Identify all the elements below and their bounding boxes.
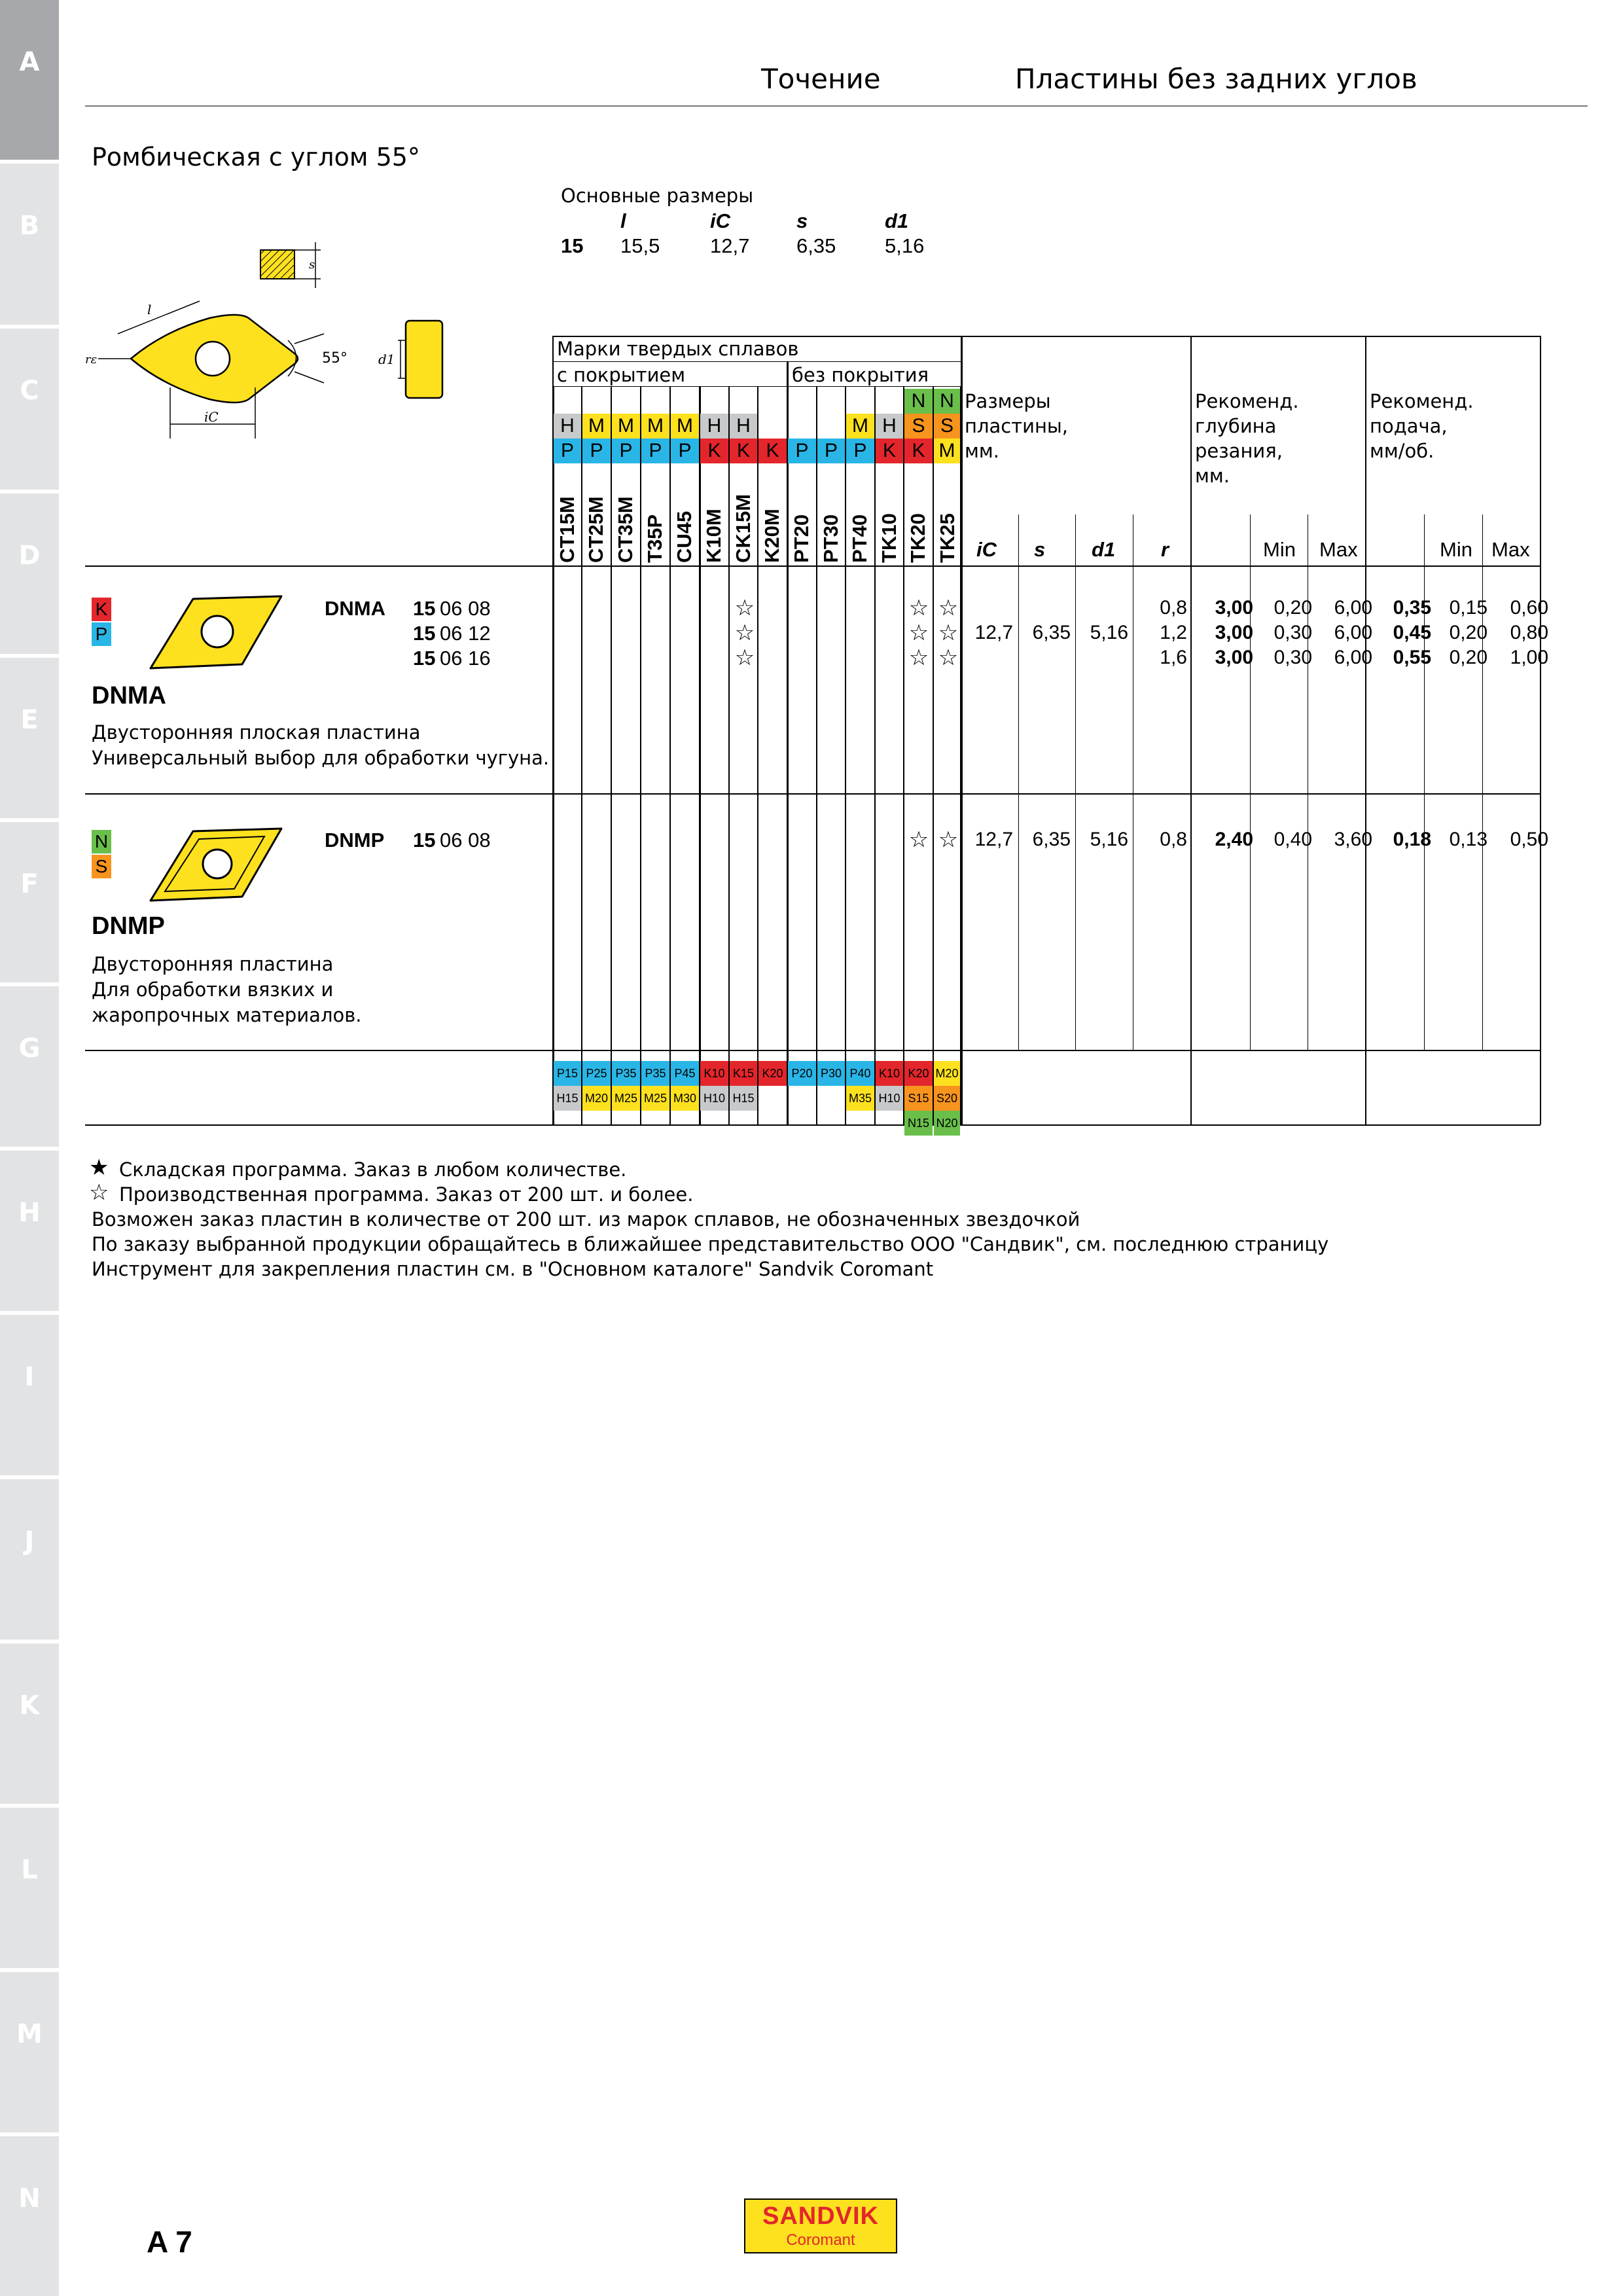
basic-dims-l-val: 15,5 bbox=[620, 234, 660, 257]
grades-title: Марки твердых сплавов bbox=[557, 338, 799, 360]
code-cell-p: P bbox=[671, 439, 699, 463]
basic-dims-title: Основные размеры bbox=[561, 185, 754, 207]
size-code: 15 bbox=[413, 829, 436, 852]
star-icon: ☆ bbox=[938, 827, 959, 853]
star-icon: ☆ bbox=[734, 595, 755, 621]
depth-min-header: Min bbox=[1263, 538, 1296, 561]
feed-title-line: подача, bbox=[1370, 415, 1448, 437]
code-cell-k: K bbox=[876, 439, 903, 463]
grade-chip: N15 bbox=[904, 1111, 933, 1136]
depth-max: 6,00 bbox=[1334, 622, 1372, 643]
side-tab-b[interactable] bbox=[0, 164, 59, 325]
code-cell-s: S bbox=[934, 414, 960, 439]
header-rule bbox=[85, 105, 1588, 107]
feed-value: 0,18 bbox=[1393, 829, 1431, 850]
dim-angle-label: 55° bbox=[322, 350, 347, 367]
depth-max-header: Max bbox=[1319, 538, 1358, 561]
table-border-right bbox=[1540, 336, 1541, 1124]
feed-title-line: мм/об. bbox=[1370, 440, 1434, 462]
grade-chip: P35 bbox=[612, 1061, 640, 1086]
r-value: 1,6 bbox=[1160, 647, 1187, 668]
code-cell-m: M bbox=[934, 439, 960, 463]
r-value: 1,2 bbox=[1160, 622, 1187, 643]
side-tab-d[interactable] bbox=[0, 493, 59, 654]
dim-s-label: s bbox=[309, 258, 315, 272]
s-value: 6,35 bbox=[1032, 829, 1071, 850]
table-header-separator bbox=[85, 565, 1541, 567]
star-icon: ☆ bbox=[908, 595, 929, 621]
side-tab-label: B bbox=[19, 211, 40, 241]
code-cell-k: K bbox=[730, 439, 757, 463]
grade-chip: K20 bbox=[904, 1061, 933, 1086]
side-tab-i[interactable] bbox=[0, 1315, 59, 1475]
grade-chip: K15 bbox=[730, 1061, 757, 1086]
depth-min: 0,40 bbox=[1274, 829, 1312, 850]
feed-min-header: Min bbox=[1440, 538, 1472, 561]
note-symbol-icon: ☆ bbox=[89, 1179, 109, 1206]
grade-chip: K10 bbox=[876, 1061, 903, 1086]
grade-name: CT25M bbox=[584, 496, 607, 563]
dnmp-insert-image bbox=[144, 823, 288, 905]
grade-chip: H10 bbox=[876, 1086, 903, 1111]
side-tab-k[interactable] bbox=[0, 1643, 59, 1804]
feed-max: 1,00 bbox=[1510, 647, 1548, 668]
feed-value: 0,35 bbox=[1393, 597, 1431, 619]
code-cell-p: P bbox=[641, 439, 669, 463]
grade-chip: M20 bbox=[582, 1086, 611, 1111]
size-code: 15 bbox=[413, 597, 436, 620]
code-cell-m: M bbox=[846, 414, 874, 439]
star-icon: ☆ bbox=[938, 595, 959, 621]
logo-brand: SANDVIK bbox=[762, 2202, 880, 2230]
dim-col-line bbox=[1075, 514, 1076, 1050]
feed-value: 0,45 bbox=[1393, 622, 1431, 643]
grades-title-rule bbox=[553, 361, 961, 362]
depth-min: 0,20 bbox=[1274, 597, 1312, 619]
feed-min: 0,20 bbox=[1449, 647, 1487, 668]
side-tab-f[interactable] bbox=[0, 822, 59, 982]
grade-chip: H10 bbox=[700, 1086, 728, 1111]
ic-value: 12,7 bbox=[974, 622, 1013, 643]
feed-max: 0,80 bbox=[1510, 622, 1548, 643]
grade-chip: M30 bbox=[671, 1086, 699, 1111]
dim-l-label: l bbox=[147, 302, 152, 317]
dim-ic-label: iC bbox=[204, 409, 219, 425]
depth-title-line: глубина bbox=[1195, 415, 1277, 437]
code-cell-n: N bbox=[934, 389, 960, 414]
code-cell-h: H bbox=[876, 414, 903, 439]
section-line bbox=[1365, 336, 1366, 1124]
grade-chip: K10 bbox=[700, 1061, 728, 1086]
side-tab-n[interactable] bbox=[0, 2136, 59, 2296]
sizes-title-line: Размеры bbox=[965, 390, 1051, 412]
dim-col-line bbox=[1190, 514, 1191, 1050]
grade-name: PT20 bbox=[790, 514, 813, 563]
star-icon: ☆ bbox=[908, 620, 929, 646]
code-cell-p: P bbox=[612, 439, 640, 463]
grade-chip: P30 bbox=[817, 1061, 845, 1086]
depth-value: 2,40 bbox=[1215, 829, 1253, 850]
badge-p: P bbox=[92, 622, 111, 646]
star-icon: ☆ bbox=[908, 827, 929, 853]
basic-dims-s: s bbox=[796, 209, 808, 232]
depth-value: 3,00 bbox=[1215, 597, 1253, 619]
grade-name: K20M bbox=[760, 509, 783, 563]
side-tab-label: D bbox=[18, 541, 41, 571]
basic-dims-d1-val: 5,16 bbox=[885, 234, 925, 257]
ic-value: 12,7 bbox=[974, 829, 1013, 850]
side-tab-g[interactable] bbox=[0, 986, 59, 1147]
feed-max-header: Max bbox=[1491, 538, 1530, 561]
dnmp-desc-1: Двусторонняя пластина bbox=[92, 953, 334, 975]
note-text: Инструмент для закрепления пластин см. в "Основном каталоге" Sandvik Coromant bbox=[92, 1258, 934, 1280]
code-cell-p: P bbox=[582, 439, 611, 463]
code-cell-p: P bbox=[554, 439, 581, 463]
grade-chip: M25 bbox=[641, 1086, 669, 1111]
code-cell-n: N bbox=[904, 389, 933, 414]
depth-value: 3,00 bbox=[1215, 647, 1253, 668]
side-tab-l[interactable] bbox=[0, 1808, 59, 1968]
basic-dims-size: 15 bbox=[561, 234, 584, 257]
note-text: Складская программа. Заказ в любом количестве. bbox=[119, 1158, 627, 1181]
basic-dims-l: l bbox=[620, 209, 626, 232]
size-code: 15 bbox=[413, 622, 436, 645]
feed-col-line bbox=[1424, 514, 1425, 1050]
note-symbol-icon: ★ bbox=[89, 1155, 109, 1181]
d1-value: 5,16 bbox=[1090, 622, 1128, 643]
code-cell-k: K bbox=[700, 439, 728, 463]
grade-name: TK25 bbox=[936, 513, 959, 563]
grade-chip: P45 bbox=[671, 1061, 699, 1086]
depth-max: 3,60 bbox=[1334, 829, 1372, 850]
depth-min: 0,30 bbox=[1274, 622, 1312, 643]
grade-name: K10M bbox=[702, 509, 725, 563]
depth-title-line: Рекоменд. bbox=[1195, 390, 1299, 412]
side-tab-label: K bbox=[19, 1691, 40, 1721]
section-line bbox=[961, 336, 963, 1124]
page-number: A 7 bbox=[147, 2225, 192, 2259]
code-cell-m: M bbox=[641, 414, 669, 439]
dnma-desc-1: Двусторонняя плоская пластина bbox=[92, 721, 421, 744]
side-tab-c[interactable] bbox=[0, 329, 59, 490]
side-tab-label: G bbox=[18, 1033, 41, 1064]
depth-min: 0,30 bbox=[1274, 647, 1312, 668]
dim-col-line bbox=[1018, 514, 1019, 1050]
badge-s: S bbox=[92, 855, 111, 878]
grade-name: CT15M bbox=[556, 496, 579, 563]
grade-chip: H15 bbox=[730, 1086, 757, 1111]
dim-header-d1: d1 bbox=[1092, 538, 1116, 561]
dnma-code: DNMA bbox=[325, 597, 385, 620]
side-tab-label: I bbox=[24, 1362, 35, 1392]
grade-chip: P20 bbox=[788, 1061, 816, 1086]
depth-title-line: резания, bbox=[1195, 440, 1283, 462]
star-icon: ☆ bbox=[938, 620, 959, 646]
coated-label: с покрытием bbox=[557, 364, 686, 386]
basic-dims-d1: d1 bbox=[885, 209, 909, 232]
side-tab-a[interactable] bbox=[0, 0, 59, 160]
feed-col-line bbox=[1482, 514, 1483, 1050]
side-tab-label: H bbox=[18, 1198, 41, 1228]
size-code-rest: 06 08 bbox=[440, 829, 491, 852]
grade-chip: M25 bbox=[612, 1086, 640, 1111]
code-cell-k: K bbox=[758, 439, 787, 463]
basic-dims-s-val: 6,35 bbox=[796, 234, 836, 257]
grade-name: CT35M bbox=[614, 496, 637, 563]
shape-title: Ромбическая с углом 55° bbox=[92, 143, 420, 171]
star-icon: ☆ bbox=[908, 645, 929, 671]
d1-value: 5,16 bbox=[1090, 829, 1128, 850]
table-border-top bbox=[553, 336, 1541, 337]
side-tab-label: E bbox=[20, 705, 39, 735]
uncoated-label: без покрытия bbox=[792, 364, 929, 386]
side-tab-e[interactable] bbox=[0, 658, 59, 818]
feed-min: 0,15 bbox=[1449, 597, 1487, 619]
side-tab-label: N bbox=[18, 2183, 41, 2214]
grade-name: TK20 bbox=[906, 513, 929, 563]
code-cell-s: S bbox=[904, 414, 933, 439]
dnma-insert-image bbox=[144, 591, 288, 673]
code-cell-m: M bbox=[612, 414, 640, 439]
depth-max: 6,00 bbox=[1334, 597, 1372, 619]
grade-chip: S20 bbox=[934, 1086, 960, 1111]
feed-max: 0,60 bbox=[1510, 597, 1548, 619]
side-tab-label: L bbox=[21, 1855, 38, 1885]
logo-sub: Coromant bbox=[786, 2231, 855, 2249]
depth-value: 3,00 bbox=[1215, 622, 1253, 643]
grade-name: TK10 bbox=[878, 513, 900, 563]
code-cell-k: K bbox=[904, 439, 933, 463]
row-separator bbox=[85, 1050, 1541, 1051]
note-text: По заказу выбранной продукции обращайтесь в ближайшее представительство ООО "Сандвик", см. последнюю страницу bbox=[92, 1233, 1329, 1255]
side-tab-label: A bbox=[19, 47, 40, 77]
r-value: 0,8 bbox=[1160, 597, 1187, 619]
dim-header-s: s bbox=[1034, 538, 1046, 561]
basic-dims-ic: iC bbox=[710, 209, 730, 232]
grade-chip: P15 bbox=[554, 1061, 581, 1086]
depth-max: 6,00 bbox=[1334, 647, 1372, 668]
dim-header-ic: iC bbox=[976, 538, 997, 561]
coating-rule bbox=[553, 386, 961, 387]
grade-chip: M35 bbox=[846, 1086, 874, 1111]
star-icon: ☆ bbox=[734, 620, 755, 646]
dnma-desc-2: Универсальный выбор для обработки чугуна. bbox=[92, 747, 550, 769]
basic-dims-ic-val: 12,7 bbox=[710, 234, 750, 257]
side-tab-label: F bbox=[20, 869, 39, 899]
star-icon: ☆ bbox=[734, 645, 755, 671]
dnmp-desc-2: Для обработки вязких и bbox=[92, 978, 334, 1001]
size-code-rest: 06 12 bbox=[440, 622, 491, 645]
depth-col-line bbox=[1250, 514, 1251, 1050]
note-text: Производственная программа. Заказ от 200 шт. и более. bbox=[119, 1183, 694, 1206]
side-tab-m[interactable] bbox=[0, 1972, 59, 2132]
size-code-rest: 06 16 bbox=[440, 647, 491, 670]
sizes-title-line: мм. bbox=[965, 440, 999, 462]
sandvik-logo bbox=[744, 2198, 897, 2253]
insert-diagram bbox=[79, 236, 471, 445]
feed-max: 0,50 bbox=[1510, 829, 1548, 850]
grade-name: T35P bbox=[643, 514, 666, 563]
badge-k: K bbox=[92, 598, 111, 621]
grade-chip: P40 bbox=[846, 1061, 874, 1086]
grade-chip: N20 bbox=[934, 1111, 960, 1136]
feed-min: 0,13 bbox=[1449, 829, 1487, 850]
grade-chip: P25 bbox=[582, 1061, 611, 1086]
side-tab-j[interactable] bbox=[0, 1479, 59, 1640]
note-text: Возможен заказ пластин в количестве от 200 шт. из марок сплавов, не обозначенных звездочкой bbox=[92, 1208, 1080, 1230]
code-cell-h: H bbox=[730, 414, 757, 439]
product-name-dnmp: DNMP bbox=[92, 912, 165, 940]
subsection-title: Пластины без задних углов bbox=[1015, 63, 1417, 95]
grade-chip: S15 bbox=[904, 1086, 933, 1111]
code-cell-p: P bbox=[846, 439, 874, 463]
grade-chip: H15 bbox=[554, 1086, 581, 1111]
code-cell-h: H bbox=[700, 414, 728, 439]
size-code: 15 bbox=[413, 647, 436, 670]
code-cell-p: P bbox=[817, 439, 845, 463]
grade-name: CU45 bbox=[673, 511, 696, 563]
side-tab-label: C bbox=[20, 376, 39, 406]
r-value: 0,8 bbox=[1160, 829, 1187, 850]
size-code-rest: 06 08 bbox=[440, 597, 491, 620]
dnmp-desc-3: жаропрочных материалов. bbox=[92, 1004, 362, 1026]
section-title: Точение bbox=[761, 63, 881, 95]
side-tab-label: J bbox=[24, 1526, 35, 1556]
dim-d1-label: d1 bbox=[378, 351, 395, 367]
product-name-dnma: DNMA bbox=[92, 682, 166, 709]
s-value: 6,35 bbox=[1032, 622, 1071, 643]
dim-re-label: rε bbox=[85, 353, 98, 367]
feed-value: 0,55 bbox=[1393, 647, 1431, 668]
depth-title-line: мм. bbox=[1195, 465, 1230, 487]
sizes-title-line: пластины, bbox=[965, 415, 1069, 437]
code-cell-m: M bbox=[582, 414, 611, 439]
badge-n: N bbox=[92, 830, 111, 853]
code-cell-h: H bbox=[554, 414, 581, 439]
dim-header-r: r bbox=[1161, 538, 1169, 561]
grade-chip: M20 bbox=[934, 1061, 960, 1086]
dnmp-code: DNMP bbox=[325, 829, 385, 852]
feed-title-line: Рекоменд. bbox=[1370, 390, 1474, 412]
feed-min: 0,20 bbox=[1449, 622, 1487, 643]
table-border-bottom bbox=[85, 1124, 1541, 1126]
grade-name: CK15M bbox=[732, 493, 755, 563]
row-separator bbox=[85, 793, 1541, 795]
grade-name: PT30 bbox=[819, 514, 842, 563]
star-icon: ☆ bbox=[938, 645, 959, 671]
grade-chip: P35 bbox=[641, 1061, 669, 1086]
side-tab-label: M bbox=[16, 2019, 43, 2049]
code-cell-m: M bbox=[671, 414, 699, 439]
grade-chip: K20 bbox=[758, 1061, 787, 1086]
code-cell-p: P bbox=[788, 439, 816, 463]
side-tab-h[interactable] bbox=[0, 1151, 59, 1311]
grade-name: PT40 bbox=[848, 514, 871, 563]
